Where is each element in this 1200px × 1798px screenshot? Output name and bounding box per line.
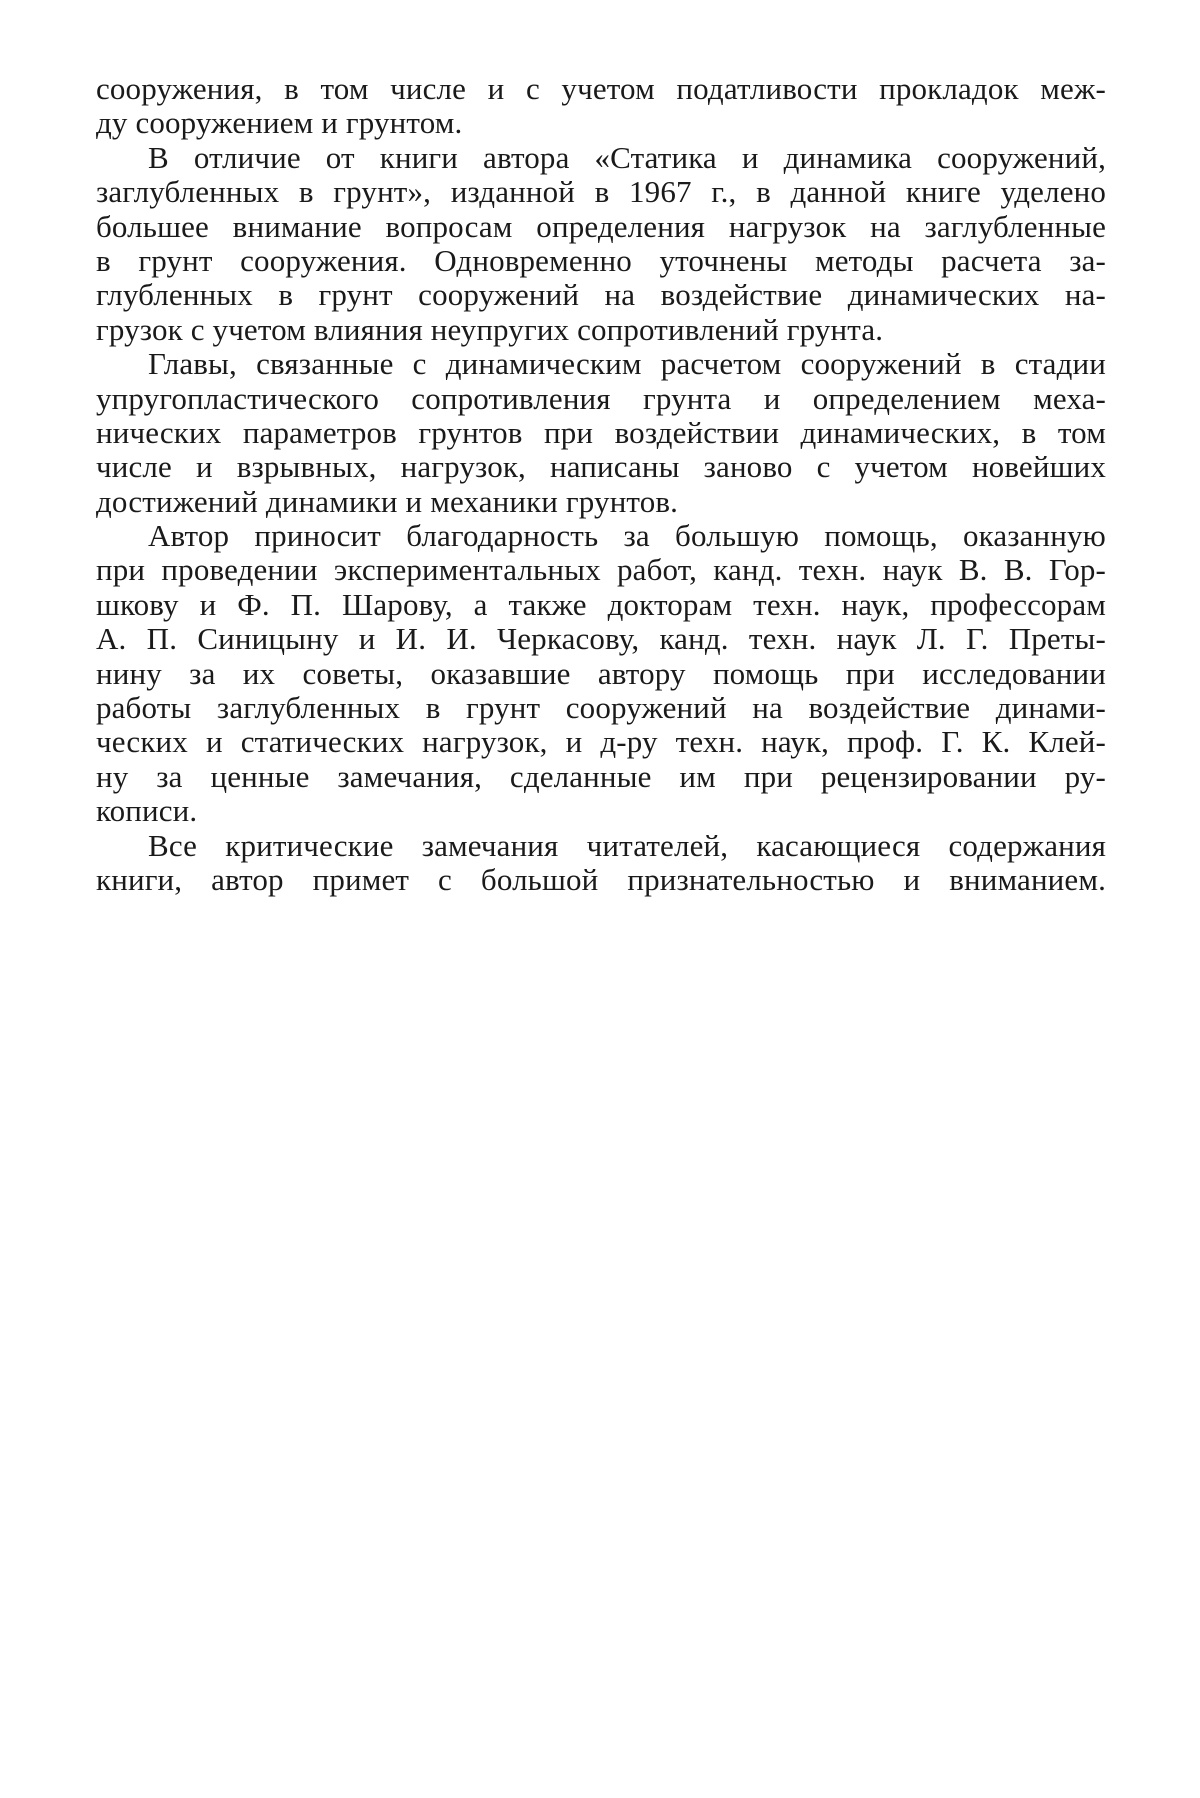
text-line: достижений динамики и механики грунтов. [96,483,679,519]
text-line: В отличие от книги автора «Статика и динамика сооружений, [148,139,1106,175]
text-line: грузок с учетом влияния неупругих сопротивлений грунта. [96,311,884,347]
text-line: Автор приносит благодарность за большую помощь, оказанную [148,518,1106,554]
text-line: большее внимание вопросам определения нагрузок на заглубленные [96,208,1106,244]
text-line: сооружения, в том числе и с учетом податливости прокладок меж- [96,71,1106,106]
text-line: упругопластического сопротивления грунта и определением меха- [96,380,1106,416]
text-line: кописи. [96,793,198,829]
text-line: заглубленных в грунт», изданной в 1967 г., в данной книге уделено [96,174,1106,210]
paragraph-previous-edition [96,141,1106,347]
text-line: ческих и статических нагрузок, и д-ру техн. наук, проф. Г. К. Клей- [96,724,1106,760]
paragraph-chapters [96,347,1106,519]
text-line: книги, автор примет с большой признательностью и вниманием. [96,861,1106,897]
paragraph-closing-remarks [96,829,1106,898]
text-line: числе и взрывных, нагрузок, написаны заново с учетом новейших [96,449,1106,485]
text-line: ду сооружением и грунтом. [96,105,463,141]
text-line: глубленных в грунт сооружений на воздействие динамических на- [96,277,1106,313]
text-line: нических параметров грунтов при воздействии динамических, в том [96,414,1106,450]
text-line: шкову и Ф. П. Шарову, а также докторам техн. наук, профессорам [96,586,1106,622]
text-line: ну за ценные замечания, сделанные им при рецензировании ру- [96,758,1106,794]
paragraph-acknowledgements [96,519,1106,829]
text-line: Все критические замечания читателей, касающиеся содержания [148,827,1106,863]
text-line: при проведении экспериментальных работ, канд. техн. наук В. В. Гор- [96,552,1106,588]
text-line: нину за их советы, оказавшие автору помощь при исследовании [96,655,1106,691]
text-line: Главы, связанные с динамическим расчетом сооружений в стадии [148,346,1106,382]
text-line: работы заглубленных в грунт сооружений на воздействие динами- [96,690,1106,726]
body-text [96,72,1106,897]
text-line: А. П. Синицыну и И. И. Черкасову, канд. техн. наук Л. Г. Преты- [96,621,1106,657]
text-line: в грунт сооружения. Одновременно уточнены методы расчета за- [96,242,1106,278]
paragraph-continuation [96,72,1106,141]
